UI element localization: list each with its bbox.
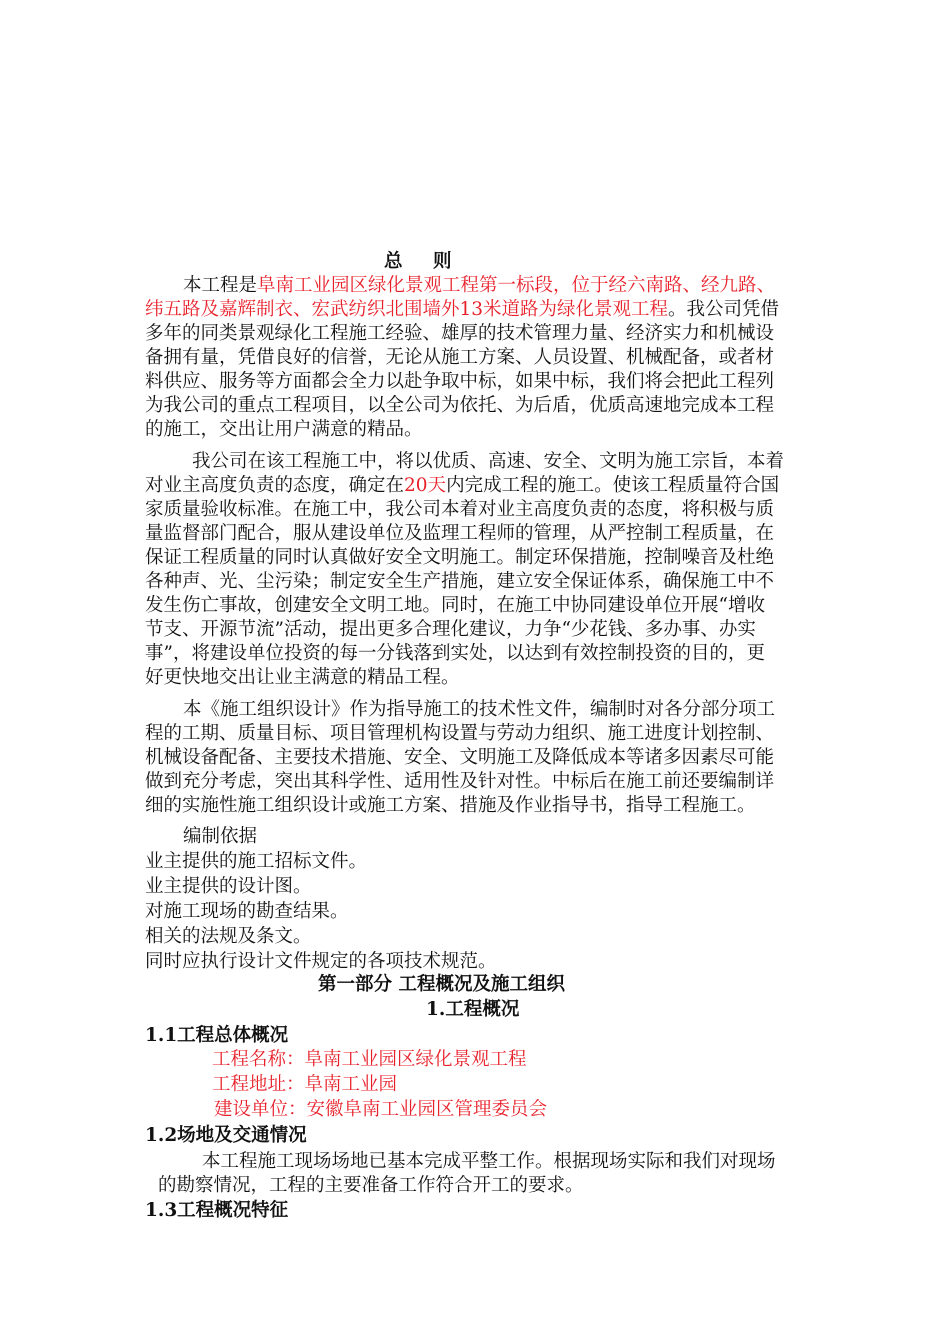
section-1-2-heading: 1.2场地及交通情况 <box>145 1125 307 1146</box>
section-1-3-heading: 1.3工程概况特征 <box>145 1200 289 1221</box>
basis-item: 对施工现场的勘查结果。 <box>145 901 349 922</box>
basis-item: 同时应执行设计文件规定的各项技术规范。 <box>145 951 497 972</box>
p1-line4: 备拥有量，凭借良好的信誉，无论从施工方案、人员设置、机械配备，或者材 <box>145 347 775 368</box>
p1-line1 <box>183 274 775 298</box>
p2-line2 <box>145 474 779 498</box>
p3-line1: 本《施工组织设计》作为指导施工的技术性文件，编制时对各分部分项工 <box>183 699 776 720</box>
section-1-1-heading: 1.1工程总体概况 <box>145 1025 289 1046</box>
basis-item: 业主提供的施工招标文件。 <box>145 851 368 872</box>
p3-line3: 机械设备配备、主要技术措施、安全、文明施工及降低成本等诸多因素尽可能 <box>145 747 775 768</box>
p3-line2: 程的工期、质量目标、项目管理机构设置与劳动力组织、施工进度计划控制、 <box>145 723 775 744</box>
p2-line1: 我公司在该工程施工中，将以优质、高速、安全、文明为施工宗旨，本着 <box>192 451 785 472</box>
p1-line7: 的施工，交出让用户满意的精品。 <box>145 419 423 440</box>
p2-line10: 好更快地交出让业主满意的精品工程。 <box>145 667 460 688</box>
doc-title: 总 则 <box>384 251 458 272</box>
p2-line3: 家质量验收标准。在施工中，我公司本着对业主高度负责的态度，将积极与质 <box>145 499 775 520</box>
duration-highlight: 20天 <box>404 475 447 496</box>
p2-line6: 各种声、光、尘污染；制定安全生产措施，建立安全保证体系，确保施工中不 <box>145 571 775 592</box>
part1-subtitle: 1.工程概况 <box>426 999 520 1020</box>
basis-item: 业主提供的设计图。 <box>145 876 312 897</box>
p2-line9: 事”，将建设单位投资的每一分钱落到实处，以达到有效控制投资的目的，更 <box>145 643 765 664</box>
p1-line2-text: 。我公司凭借 <box>668 299 780 320</box>
part1-title: 第一部分 工程概况及施工组织 <box>318 974 565 995</box>
p1-line5: 料供应、服务等方面都会全力以赴争取中标，如果中标，我们将会把此工程列 <box>145 371 775 392</box>
project-highlight-1: 阜南工业园区绿化景观工程第一标段，位于经六南路、经九路、 <box>257 275 776 296</box>
project-address: 工程地址：阜南工业园 <box>212 1074 398 1095</box>
p3-line5: 细的实施性施工组织设计或施工方案、措施及作业指导书，指导工程施工。 <box>145 795 756 816</box>
project-name: 工程名称：阜南工业园区绿化景观工程 <box>212 1049 527 1070</box>
p2-line7: 发生伤亡事故，创建安全文明工地。同时，在施工中协同建设单位开展“增收 <box>145 595 765 616</box>
project-owner: 建设单位：安徽阜南工业园区管理委员会 <box>214 1099 548 1120</box>
basis-heading: 编制依据 <box>183 826 258 847</box>
p2-line5: 保证工程质量的同时认真做好安全文明施工。制定环保措施，控制噪音及杜绝 <box>145 547 775 568</box>
p2-line8: 节支、开源节流”活动，提出更多合理化建议，力争“少花钱、多办事、办实 <box>145 619 756 640</box>
p2-line2-pre: 对业主高度负责的态度，确定在 <box>145 475 405 496</box>
p1-line2 <box>145 298 779 322</box>
p1-line3: 多年的同类景观绿化工程施工经验、雄厚的技术管理力量、经济实力和机械设 <box>145 323 775 344</box>
basis-item: 相关的法规及条文。 <box>145 926 312 947</box>
p1-line6: 为我公司的重点工程项目，以全公司为依托、为后盾，优质高速地完成本工程 <box>145 395 775 416</box>
s12-line1: 本工程施工现场场地已基本完成平整工作。根据现场实际和我们对现场 <box>202 1151 776 1172</box>
s12-line2: 的勘察情况，工程的主要准备工作符合开工的要求。 <box>158 1175 584 1196</box>
p2-line2-post: 内完成工程的施工。使该工程质量符合国 <box>446 475 780 496</box>
p2-line4: 量监督部门配合，服从建设单位及监理工程师的管理，从严控制工程质量，在 <box>145 523 775 544</box>
project-highlight-2: 纬五路及嘉辉制衣、宏武纺织北围墙外13米道路为绿化景观工程 <box>145 299 669 320</box>
p3-line4: 做到充分考虑，突出其科学性、适用性及针对性。中标后在施工前还要编制详 <box>145 771 775 792</box>
p1-line1-text: 本工程是 <box>183 275 258 296</box>
